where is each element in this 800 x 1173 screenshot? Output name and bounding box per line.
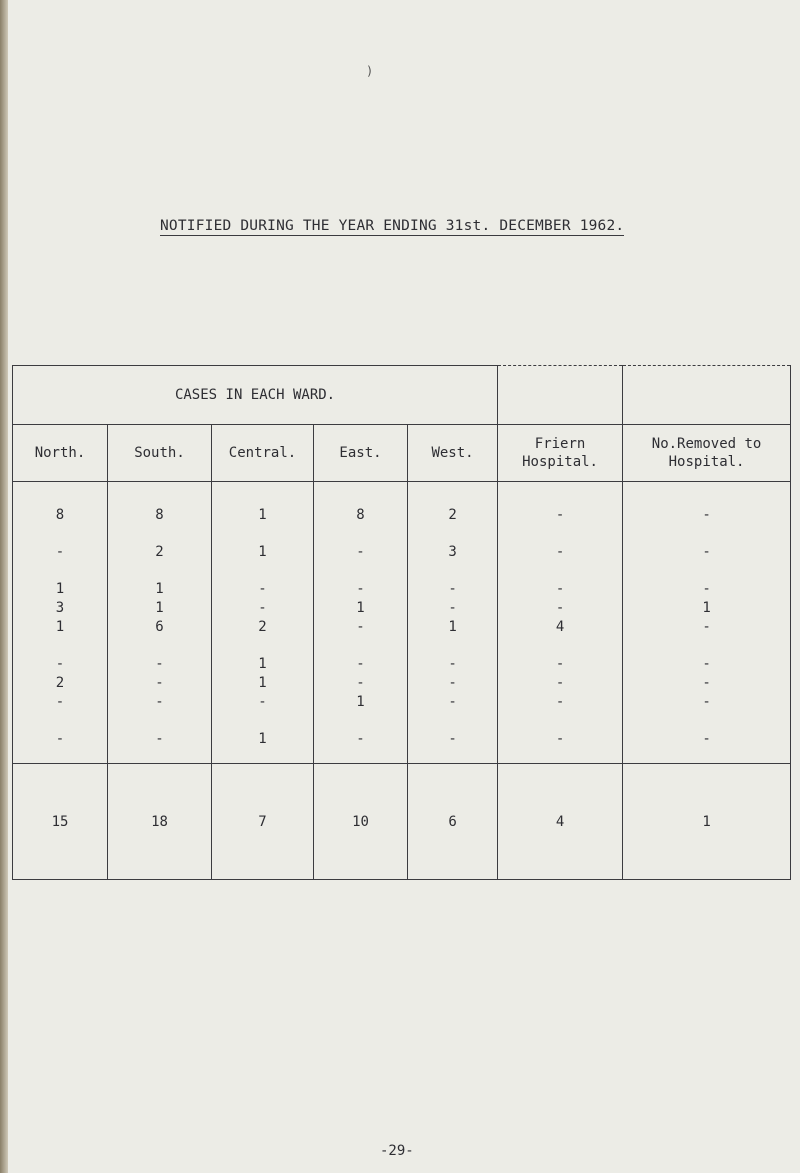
table-cell: 1 (314, 599, 408, 618)
spacer-cell (623, 749, 791, 764)
table-cell: 1 (314, 693, 408, 712)
table-cell: 4 (498, 618, 623, 637)
table-cell: 1 (212, 655, 314, 674)
table-cell: - (623, 618, 791, 637)
table-cell: - (408, 693, 498, 712)
totals-row (13, 764, 791, 880)
table-cell: 1 (13, 618, 108, 637)
table-cell: - (314, 674, 408, 693)
spacer-cell (13, 749, 108, 764)
table-cell: - (498, 599, 623, 618)
column-header-friern-hospital (498, 425, 623, 482)
spacer-cell (212, 525, 314, 543)
spacer-cell (498, 562, 623, 580)
table-cell: - (108, 655, 212, 674)
table-cell: - (108, 674, 212, 693)
spacer-cell (623, 712, 791, 730)
total-cell: 18 (108, 764, 212, 880)
total-cell: 15 (13, 764, 108, 880)
table-cell: - (623, 674, 791, 693)
table-cell: - (623, 655, 791, 674)
table-cell: - (13, 655, 108, 674)
column-header-text: No.Removed to Hospital. (651, 436, 762, 470)
table-cell: 1 (623, 599, 791, 618)
table-cell: - (498, 674, 623, 693)
table-cell: - (108, 693, 212, 712)
table-cell: - (498, 506, 623, 525)
spacer-cell (498, 482, 623, 507)
spacer-cell (623, 525, 791, 543)
table-cell: 1 (108, 580, 212, 599)
spacer-cell (498, 712, 623, 730)
spacer-cell (314, 562, 408, 580)
table-cell: - (623, 506, 791, 525)
table-cell: - (314, 730, 408, 749)
table-row (13, 599, 791, 618)
column-header-text: Friern Hospital. (522, 436, 598, 470)
table-cell: - (623, 580, 791, 599)
table-cell: - (13, 693, 108, 712)
spacer-cell (314, 482, 408, 507)
spacer-cell (13, 562, 108, 580)
table-cell: 1 (13, 580, 108, 599)
table-row (13, 730, 791, 749)
table-cell: 3 (13, 599, 108, 618)
table-row (13, 506, 791, 525)
table-cell: - (314, 618, 408, 637)
table-cell: 1 (212, 506, 314, 525)
table-cell: - (212, 599, 314, 618)
spacer-cell (408, 525, 498, 543)
total-cell: 7 (212, 764, 314, 880)
spacer-cell (212, 482, 314, 507)
total-cell: 4 (498, 764, 623, 880)
table-cell: - (498, 543, 623, 562)
spacer-cell (212, 562, 314, 580)
spacer-cell (408, 482, 498, 507)
blank-header-cell (498, 366, 623, 425)
ward-cases-table (12, 365, 791, 880)
table-cell: 1 (212, 730, 314, 749)
total-cell: 10 (314, 764, 408, 880)
table-cell: - (314, 580, 408, 599)
spacer-cell (498, 525, 623, 543)
page-number: -29- (380, 1143, 414, 1159)
spacer-cell (408, 712, 498, 730)
table-cell: 8 (314, 506, 408, 525)
spacer-cell (108, 482, 212, 507)
table-cell: - (408, 730, 498, 749)
table-row (13, 618, 791, 637)
table-cell: - (408, 580, 498, 599)
table-cell: - (498, 730, 623, 749)
spacer-cell (13, 482, 108, 507)
total-cell: 6 (408, 764, 498, 880)
table-cell: - (408, 599, 498, 618)
spacer-cell (212, 749, 314, 764)
table-cell: - (108, 730, 212, 749)
table-row (13, 655, 791, 674)
spacer-cell (13, 525, 108, 543)
table-cell: 2 (212, 618, 314, 637)
group-header: CASES IN EACH WARD. (13, 366, 498, 425)
table-cell: 2 (13, 674, 108, 693)
table-cell: - (498, 655, 623, 674)
spacer-cell (108, 525, 212, 543)
table-cell: 1 (212, 674, 314, 693)
spacer-cell (13, 712, 108, 730)
table-cell: - (408, 655, 498, 674)
table-cell: 8 (13, 506, 108, 525)
table-cell: - (623, 730, 791, 749)
page-title: NOTIFIED DURING THE YEAR ENDING 31st. DECEMBER 1962. (160, 218, 625, 234)
spacer-cell (408, 637, 498, 655)
spacer-cell (314, 749, 408, 764)
table-row (13, 674, 791, 693)
column-header-central: Central. (212, 425, 314, 482)
spacer-cell (314, 637, 408, 655)
table-row (13, 693, 791, 712)
table-cell: 2 (108, 543, 212, 562)
table-cell: 2 (408, 506, 498, 525)
table-cell: 1 (212, 543, 314, 562)
spacer-cell (623, 562, 791, 580)
spacer-cell (408, 562, 498, 580)
spacer-cell (623, 482, 791, 507)
table-cell: - (623, 543, 791, 562)
table-cell: - (408, 674, 498, 693)
page-binding-edge (0, 0, 8, 1173)
spacer-cell (108, 562, 212, 580)
table-row (13, 580, 791, 599)
column-header-east: East. (314, 425, 408, 482)
table-cell: - (498, 580, 623, 599)
total-cell: 1 (623, 764, 791, 880)
spacer-cell (108, 712, 212, 730)
column-header-south: South. (108, 425, 212, 482)
table-cell: - (314, 543, 408, 562)
spacer-cell (212, 637, 314, 655)
spacer-cell (108, 749, 212, 764)
table-cell: 1 (108, 599, 212, 618)
table-cell: - (13, 543, 108, 562)
table-cell: - (623, 693, 791, 712)
spacer-cell (408, 749, 498, 764)
table-cell: - (498, 693, 623, 712)
spacer-cell (108, 637, 212, 655)
spacer-cell (212, 712, 314, 730)
table-cell: 3 (408, 543, 498, 562)
spacer-cell (498, 749, 623, 764)
table-cell: - (212, 580, 314, 599)
spacer-cell (314, 525, 408, 543)
table-cell: - (212, 693, 314, 712)
spacer-cell (623, 637, 791, 655)
column-header-west: West. (408, 425, 498, 482)
column-header-removed-to-hospital (623, 425, 791, 482)
spacer-cell (13, 637, 108, 655)
table-row (13, 543, 791, 562)
spacer-cell (498, 637, 623, 655)
table-cell: - (13, 730, 108, 749)
table-cell: 1 (408, 618, 498, 637)
spacer-cell (314, 712, 408, 730)
table-cell: - (314, 655, 408, 674)
column-header-north: North. (13, 425, 108, 482)
table-cell: 6 (108, 618, 212, 637)
blank-header-cell (623, 366, 791, 425)
stray-mark: ) (366, 64, 374, 78)
table-cell: 8 (108, 506, 212, 525)
